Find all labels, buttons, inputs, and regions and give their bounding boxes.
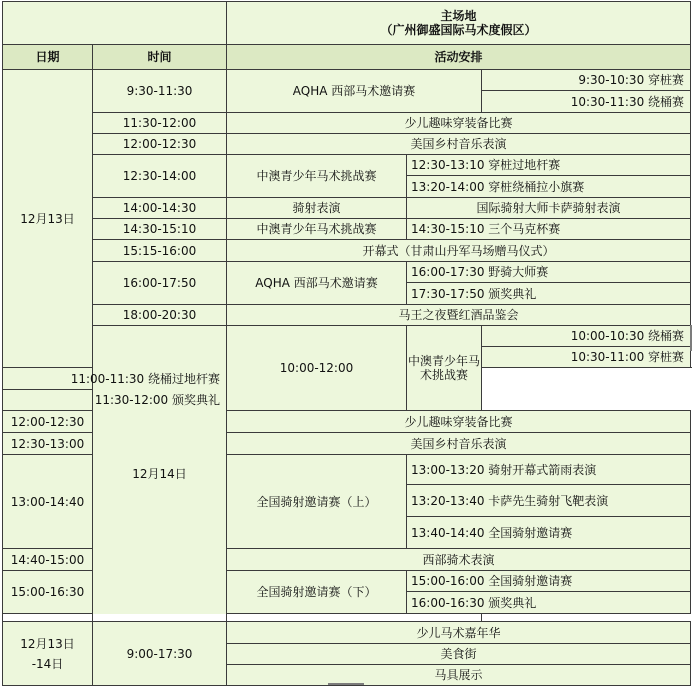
event-cell: 中澳青少年马术挑战赛 xyxy=(227,219,407,240)
sub-event-cell: 13:40-14:40 全国骑射邀请赛 xyxy=(407,517,691,549)
time-cell: 11:30-12:00 xyxy=(93,113,227,134)
col-header-time: 时间 xyxy=(93,45,227,70)
sub-event-cell: 9:30-10:30 穿桩赛 xyxy=(482,70,691,91)
venue-title: 主场地 xyxy=(440,9,477,23)
col-header-date: 日期 xyxy=(3,45,93,70)
time-cell: 14:00-14:30 xyxy=(93,198,227,219)
column-resize-handle[interactable] xyxy=(690,325,692,351)
sub-event-cell: 13:20-13:40 卡萨先生骑射飞靶表演 xyxy=(407,485,691,517)
sub-event-cell: 17:30-17:50 颁奖典礼 xyxy=(407,283,691,305)
time-cell: 9:00-17:30 xyxy=(93,622,227,686)
time-cell: 14:30-15:10 xyxy=(93,219,227,240)
spacer-row xyxy=(3,614,482,622)
sub-event-cell: 15:00-16:00 全国骑射邀请赛 xyxy=(407,571,691,592)
time-cell: 12:00-12:30 xyxy=(93,134,227,155)
time-cell: 14:40-15:00 xyxy=(3,549,93,571)
header-blank xyxy=(3,2,227,45)
sub-event-cell: 10:00-10:30 绕桶赛 xyxy=(482,326,691,347)
time-cell: 9:30-11:30 xyxy=(93,70,227,113)
venue-header xyxy=(227,2,691,45)
venue-subtitle: （广州御盛国际马术度假区） xyxy=(380,23,537,37)
sub-event-cell: 12:30-13:10 穿桩过地杆赛 xyxy=(407,155,691,176)
event-cell: 全国骑射邀请赛（下） xyxy=(227,571,407,614)
time-cell: 15:00-16:30 xyxy=(3,571,93,614)
row-resize-handle[interactable] xyxy=(328,683,364,685)
event-cell: 美国乡村音乐表演 xyxy=(227,134,691,155)
time-cell: 15:15-16:00 xyxy=(93,240,227,262)
event-cell: 全国骑射邀请赛（上） xyxy=(227,455,407,549)
date-line-1: 12月13日 xyxy=(20,636,75,651)
time-cell: 12:30-14:00 xyxy=(93,155,227,198)
event-cell: AQHA 西部马术邀请赛 xyxy=(227,70,482,113)
sub-event-cell: 10:30-11:00 穿桩赛 xyxy=(482,347,691,368)
sub-event-cell: 国际骑射大师卡萨骑射表演 xyxy=(407,198,691,219)
time-cell: 18:00-20:30 xyxy=(93,305,227,326)
event-cell: 美国乡村音乐表演 xyxy=(227,433,691,455)
event-cell: 中澳青少年马术挑战赛 xyxy=(407,326,482,411)
event-cell: AQHA 西部马术邀请赛 xyxy=(227,262,407,305)
sub-event-cell: 11:00-11:30 绕桶过地杆赛 xyxy=(3,368,227,390)
col-header-activity: 活动安排 xyxy=(227,45,691,70)
event-cell: 少儿马术嘉年华 xyxy=(227,622,691,644)
date-cell-day1: 12月13日 xyxy=(3,70,93,368)
sub-event-cell: 13:20-14:00 穿桩绕桶拉小旗赛 xyxy=(407,176,691,198)
sub-event-cell: 13:00-13:20 骑射开幕式箭雨表演 xyxy=(407,455,691,485)
time-cell: 13:00-14:40 xyxy=(3,455,93,549)
event-cell: 中澳青少年马术挑战赛 xyxy=(227,155,407,198)
sub-event-cell: 16:00-16:30 颁奖典礼 xyxy=(407,592,691,614)
time-cell: 16:00-17:50 xyxy=(93,262,227,305)
time-cell: 12:30-13:00 xyxy=(3,433,93,455)
event-cell: 西部骑术表演 xyxy=(227,549,691,571)
event-cell: 少儿趣味穿装备比赛 xyxy=(227,411,691,433)
event-cell: 美食街 xyxy=(227,644,691,665)
schedule-table xyxy=(2,1,691,686)
sub-event-cell: 10:30-11:30 绕桶赛 xyxy=(482,91,691,113)
time-cell: 10:00-12:00 xyxy=(227,326,407,411)
date-line-2: -14日 xyxy=(31,656,64,671)
event-cell: 开幕式（甘肃山丹军马场赠马仪式） xyxy=(227,240,691,262)
sub-event-cell: 16:00-17:30 野骑大师赛 xyxy=(407,262,691,283)
sub-event-cell: 11:30-12:00 颁奖典礼 xyxy=(3,390,227,411)
event-cell: 骑射表演 xyxy=(227,198,407,219)
time-cell: 12:00-12:30 xyxy=(3,411,93,433)
event-cell: 少儿趣味穿装备比赛 xyxy=(227,113,691,134)
event-cell: 马具展示 xyxy=(227,665,691,686)
date-cell-both xyxy=(3,622,93,686)
date-cell-day2: 12月14日 xyxy=(93,326,227,622)
event-cell: 马王之夜暨红酒品鉴会 xyxy=(227,305,691,326)
sub-event-cell: 14:30-15:10 三个马克杯赛 xyxy=(407,219,691,240)
